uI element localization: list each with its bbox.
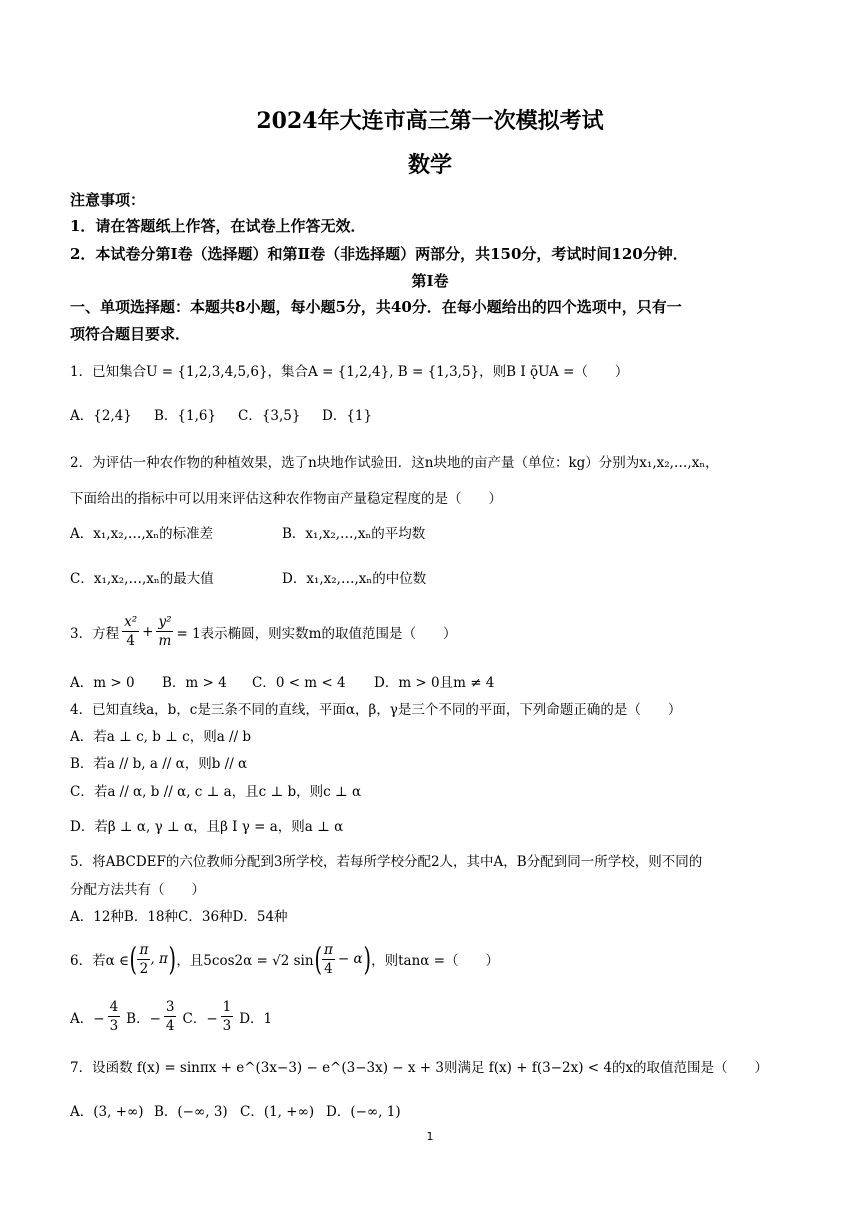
q6-left-paren-2: (	[314, 940, 322, 978]
question-6-stem	[70, 940, 499, 978]
q6-stem-pre: 6．若α ∈	[70, 953, 129, 969]
q3-frac1-denominator: 4	[126, 633, 135, 649]
q6-option-b-prefix: B．−	[126, 1010, 161, 1027]
q6-stem-mid: ，且5cos2α = √2 sin	[176, 953, 314, 969]
note-item-1: 1．请在答题纸上作答，在试卷上作答无效．	[70, 217, 366, 235]
q7-option-c: C．(1, +∞)	[240, 1104, 315, 1120]
question-7-stem: 7．设函数 f(x) = sinπx + e^(3x−3) − e^(3−3x) − x + 3则满足 f(x) + f(3−2x) < 4的x的取值范围是（ ）	[70, 1060, 769, 1076]
part-heading-line2: 项符合题目要求．	[70, 325, 191, 343]
question-2-stem-line2: 下面给出的指标中可以用来评估这种农作物亩产量稳定程度的是（ ）	[70, 491, 502, 507]
q6-sin-numerator: π	[324, 941, 333, 958]
q3-option-d: D．m > 0且m ≠ 4	[374, 675, 495, 691]
q6-option-c-numerator: 1	[222, 999, 232, 1015]
q4-option-c: C．若a // α, b // α, c ⊥ a，且c ⊥ b，则c ⊥ α	[70, 784, 362, 800]
q6-option-c-prefix: C．−	[182, 1010, 218, 1027]
question-5-stem-line2: 分配方法共有（ ）	[70, 882, 205, 898]
q6-option-a-denominator: 3	[109, 1018, 119, 1034]
question-1-options	[70, 404, 372, 424]
q6-stem-post: ，则tanα =（ ）	[371, 953, 500, 969]
q2-option-c: C．x₁,x₂,…,xₙ的最大值	[70, 571, 214, 587]
q4-option-a: A．若a ⊥ c, b ⊥ c，则a // b	[70, 729, 252, 745]
notes-heading: 注意事项：	[70, 191, 146, 209]
question-5-options: A．12种B．18种C．36种D．54种	[70, 909, 288, 925]
q6-option-c-fraction	[221, 998, 234, 1035]
q6-sin-tail: − α	[337, 951, 363, 967]
q6-option-a-fraction	[108, 998, 121, 1035]
question-1-stem: 1．已知集合U = {1,2,3,4,5,6}，集合A = {1,2,4}, B = {1,3,5}，则B Ι ǭUA =（ ）	[70, 364, 629, 380]
q3-fraction-y	[156, 613, 173, 650]
question-3-stem	[70, 613, 456, 650]
q6-interval-denominator: 2	[139, 960, 149, 977]
exam-subject: 数学	[407, 152, 452, 178]
q6-left-paren: (	[129, 940, 137, 978]
q7-option-a: A．(3, +∞)	[70, 1104, 144, 1120]
q6-option-c-denominator: 3	[222, 1018, 232, 1034]
q3-option-b: B．m > 4	[162, 675, 227, 691]
q6-right-paren-2: )	[363, 940, 371, 978]
q3-frac1-numerator: x²	[124, 614, 138, 630]
q4-option-d: D．若β ⊥ α, γ ⊥ α，且β Ι γ = a，则a ⊥ α	[70, 819, 344, 835]
q6-option-b-numerator: 3	[165, 999, 175, 1015]
q6-option-b-fraction	[164, 998, 177, 1035]
q6-sin-denominator: 4	[324, 960, 333, 977]
note-item-2: 2．本试卷分第Ⅰ卷（选择题）和第Ⅱ卷（非选择题）两部分，共150分，考试时间120分钟．	[70, 245, 688, 263]
q2-option-b: B．x₁,x₂,…,xₙ的平均数	[282, 526, 426, 542]
exam-title: 2024年大连市高三第一次模拟考试	[256, 108, 604, 134]
question-4-stem: 4．已知直线a，b，c是三条不同的直线，平面α，β，γ是三个不同的平面，下列命题正确的是（ ）	[70, 702, 682, 718]
question-3-options	[70, 671, 494, 691]
q1-option-b: B．{1,6}	[154, 408, 217, 424]
q2-option-a: A．x₁,x₂,…,xₙ的标准差	[70, 526, 214, 542]
q6-option-a-numerator: 4	[109, 999, 119, 1015]
question-7-options	[70, 1100, 401, 1120]
q6-interval-tail: , π	[150, 951, 168, 967]
q6-option-b-denominator: 4	[165, 1018, 175, 1034]
part-heading-line1: 一、单项选择题：本题共8小题，每小题5分，共40分．在每小题给出的四个选项中，只有一	[70, 298, 682, 316]
q3-plus: +	[142, 623, 154, 640]
q2-option-d: D．x₁,x₂,…,xₙ的中位数	[282, 571, 427, 587]
question-2-stem-line1: 2．为评估一种农作物的种植效果，选了n块地作试验田．这n块地的亩产量（单位：kg）分别为x₁,x₂,…,xₙ，	[70, 455, 719, 471]
page-number: 1	[426, 1130, 434, 1143]
q1-option-a: A．{2,4}	[70, 408, 132, 424]
section-label: 第Ⅰ卷	[411, 272, 449, 290]
q1-option-d: D．{1}	[322, 408, 373, 424]
q6-sin-fraction	[322, 941, 335, 978]
q3-option-a: A．m > 0	[70, 675, 135, 691]
q7-option-b: B．(−∞, 3)	[154, 1104, 228, 1120]
q1-option-c: C．{3,5}	[238, 408, 301, 424]
q6-interval-numerator: π	[139, 941, 149, 958]
question-6-options	[70, 998, 272, 1035]
q6-option-a-prefix: A．−	[70, 1010, 105, 1027]
question-2-options-row2	[70, 567, 426, 587]
q3-stem-post: = 1表示椭圆，则实数m的取值范围是（ ）	[176, 625, 457, 642]
q3-fraction-x	[122, 613, 139, 650]
q6-right-paren: )	[168, 940, 176, 978]
q3-frac2-numerator: y²	[158, 614, 172, 630]
q6-interval-fraction	[137, 941, 150, 978]
question-2-options-row1	[70, 522, 425, 542]
q3-option-c: C．0 < m < 4	[252, 675, 346, 691]
q3-frac2-denominator: m	[158, 633, 172, 649]
q7-option-d: D．(−∞, 1)	[326, 1104, 401, 1120]
q6-option-d: D．1	[239, 1010, 273, 1027]
question-5-stem-line1: 5．将ABCDEF的六位教师分配到3所学校，若每所学校分配2人，其中A，B分配到同一所学校，则不同的	[70, 854, 703, 870]
q3-stem-pre: 3．方程	[70, 625, 120, 642]
q4-option-b: B．若a // b, a // α，则b // α	[70, 756, 248, 772]
